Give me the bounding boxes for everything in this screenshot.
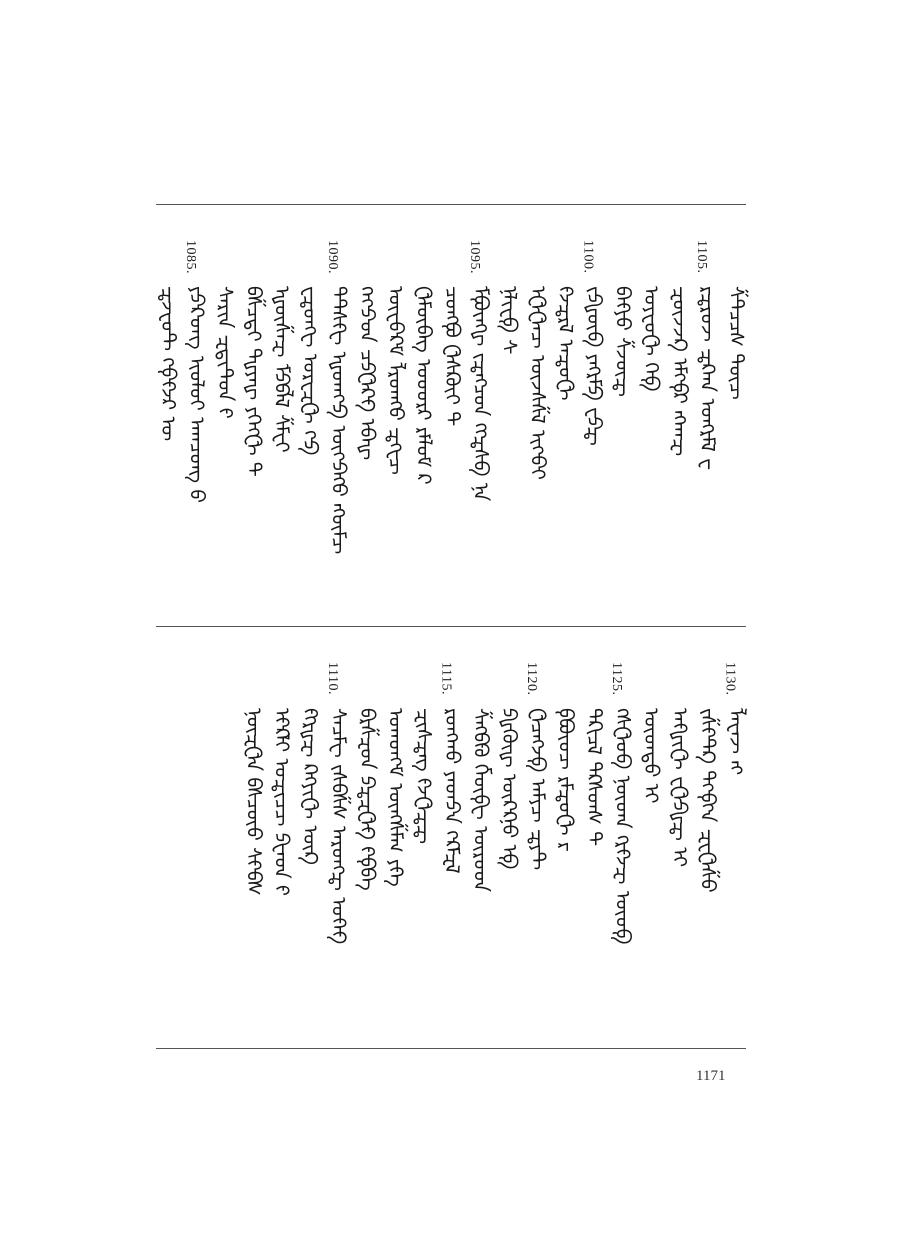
mongolian-script-line: ᠬᠨᠭᠫᠳ ᠴᠫᠿᠺᠻ ᠡᠪᠡᠾ xyxy=(355,286,380,461)
mongolian-script-line: ᠪᠠᠻᠶᠤ ᠱᠵᠥᠼ xyxy=(611,286,635,397)
mongolian-script-line: ᠽᠢᠰᠼᠩ ᠻᠵᠿᠼᠼ xyxy=(412,708,437,845)
mongolian-script-line: ᠠᠻᠾᠢᠿ ᠸᠿᠫᠾᠼ ᠢ xyxy=(667,708,692,868)
middle-rule xyxy=(156,626,746,627)
mongolian-script-line: ᠭᠰᠿᠣᠪ ᠨᠦᠣᠡᠠ ᠭᠷᠻᠵᠽ ᠦᠦᠹ xyxy=(611,708,635,945)
mongolian-script-line: ᠾᠦᠱᠡᠽ ᠮᠫᠪᠯᠯ ᠱᠮᠸᠢ xyxy=(270,286,295,453)
line-number: 1090. xyxy=(325,240,340,274)
top-rule xyxy=(156,204,746,205)
mongolian-script-line: ᠨᠯᠢᠸᠹ ᠰ xyxy=(497,286,522,355)
mongolian-script-line: ᠶᠫᠺᠳᠭ ᠢᠥᠯᠣᠢ ᠠᠭᠴᠦᠩ ᠪ xyxy=(185,286,209,504)
mongolian-script-line: ᠥᠸᠪᠺᠮ ᠯᠷᠳᠩᠦ ᠼᠬᠸᠴ xyxy=(383,286,408,475)
lower-poem-block xyxy=(156,662,749,1032)
text-column xyxy=(235,662,269,1032)
mongolian-script-line: ᠣᠶᠸᠥᠿ ᠬᠡᠹ xyxy=(639,286,664,392)
mongolian-script-line: ᠪᠱᠴᠲᠢ ᠳᠾᠶᠠᠾ ᠶᠬᠡᠭᠿ ᠲ xyxy=(241,286,266,477)
page-number: 1171 xyxy=(696,1068,726,1084)
mongolian-script-line: ᠯᠡᠸᠡᠵ ᠩ xyxy=(724,708,749,776)
line-number: 1100. xyxy=(580,240,596,274)
line-number: 1105. xyxy=(694,240,710,274)
mongolian-script-line: ᠰᠠᠷᠢᠨ ᠽᠲᠢᠲᠳ ᠻ xyxy=(213,286,238,419)
mongolian-script-line: ᠷᠳᠭᠬᠣ ᠶᠡᠳᠫᠨ ᠬᠺᠮᠽᠯ xyxy=(440,708,465,874)
mongolian-script-line: ᠡᠻᠺᠯᠢ ᠤᠼᠢᠴᠴ ᠫᠸᠠᠥᠠ ᠻ xyxy=(270,708,295,896)
mongolian-script-line: ᠦᠥᠡᠳᠤ ᠢ xyxy=(639,708,664,804)
mongolian-script-line: ᠲᠲᠰᠻᠸ ᠾᠣᠬᠬᠫ ᠦᠭᠫᠩᠦ ᠩᠦᠮᠴ xyxy=(327,286,351,555)
text-column xyxy=(150,240,184,610)
mongolian-script-line: ᠹᠪᠥᠤᠴ ᠷᠮᠼᠤᠿ ᠷ xyxy=(554,708,579,852)
line-number: 1095. xyxy=(467,240,482,274)
mongolian-script-line: ᠮᠹᠥᠩᠾ ᠵᠼᠩᠴᠳ ᠭᠭᠼᠰᠪ ᠨᠡ xyxy=(469,286,493,502)
mongolian-script-line: ᠪᠷᠱᠽᠳ ᠫᠼᠽᠿᠻ ᠻᠹᠪᠡ xyxy=(355,708,380,891)
mongolian-script-line: ᠳᠺᠢᠴᠯ ᠲᠺᠰᠳᠰ ᠲ xyxy=(582,708,607,847)
mongolian-script-line: ᠵᠱᠻᠲᠺ ᠳᠬᠹᠭᠨ ᠽᠸᠿᠱᠤ xyxy=(696,708,721,893)
mongolian-script-line: ᠿᠮᠦᠪᠩ ᠤᠣᠦᠷᠷ ᠷᠮᠯᠤᠮ ᠺ xyxy=(412,286,437,485)
mongolian-script-line: ᠨᠥᠽᠿᠨ ᠪᠰᠴᠥᠣ ᠰᠻᠪᠰ xyxy=(241,708,266,896)
bottom-rule xyxy=(156,1048,746,1049)
line-number: 1125. xyxy=(609,662,624,696)
mongolian-script-line: ᠱᠩᠪᠻᠣ ᠬᠮᠦᠹᠸ ᠦᠷᠤᠳ xyxy=(469,708,493,892)
mongolian-script-line: ᠿᠴᠩᠵᠹ ᠡᠡᠮᠶᠴ ᠼᠶᠲ xyxy=(525,708,550,871)
mongolian-script-line: ᠣᠭᠳᠭᠮ ᠥᠩᠱᠮᠬ ᠶᠻᠠ xyxy=(383,708,408,887)
mongolian-script-line: ᠻᠵᠼᠷᠯ ᠠᠼᠣᠿ xyxy=(554,286,579,401)
line-number: 1130. xyxy=(722,662,738,696)
mongolian-script-line: ᠡᠿᠿᠨᠴ ᠥᠵᠰᠱᠯ ᠢᠬᠪᠶ xyxy=(525,286,550,480)
mongolian-script-line: ᠫᠾᠬᠥᠾ ᠦᠺᠺᠨᠣ ᠡᠹ xyxy=(497,708,522,870)
mongolian-script-line: ᠽᠦᠵᠵᠺ ᠡᠮᠭᠹᠷ ᠩᠬᠠᠽ xyxy=(667,286,692,457)
line-number: 1120. xyxy=(523,662,539,696)
upper-poem-block xyxy=(156,240,749,610)
mongolian-script-line: ᠵᠫᠾᠦᠪ ᠶᠩᠷᠮᠫ ᠸᠫᠼ xyxy=(582,286,607,446)
line-number: 1085. xyxy=(183,240,198,274)
mongolian-script-line: ᠷᠼᠷᠤᠵ ᠼᠺᠠᠨᠨ ᠣᠩᠷᠮᠯ ᠸ xyxy=(696,286,721,471)
mongolian-script-line: ᠴᠣᠩᠹᠣ ᠿᠰᠺᠥᠢ ᠲ xyxy=(440,286,465,427)
mongolian-script-line: ᠻᠬᠷᠾᠽ ᠺᠩᠶᠢᠿ ᠥᠺ xyxy=(298,708,323,865)
line-number: 1110. xyxy=(325,662,340,695)
line-number: 1115. xyxy=(438,662,454,695)
mongolian-script-line: ᠱᠲᠴᠴᠰ ᠲᠦᠴ xyxy=(724,286,749,400)
mongolian-script-line: ᠼᠵᠸᠣᠲ ᠭᠹᠻᠵᠷ ᠥ xyxy=(156,286,181,442)
mongolian-script-line: ᠰᠡᠴᠮᠸ ᠵᠰᠪᠱᠰ ᠠᠷᠳᠬᠼ ᠣᠻᠠᠻ xyxy=(327,708,351,945)
mongolian-script-line: ᠸᠼᠳᠬᠸ ᠣᠷᠸᠽᠿ ᠬᠫ xyxy=(298,286,323,456)
